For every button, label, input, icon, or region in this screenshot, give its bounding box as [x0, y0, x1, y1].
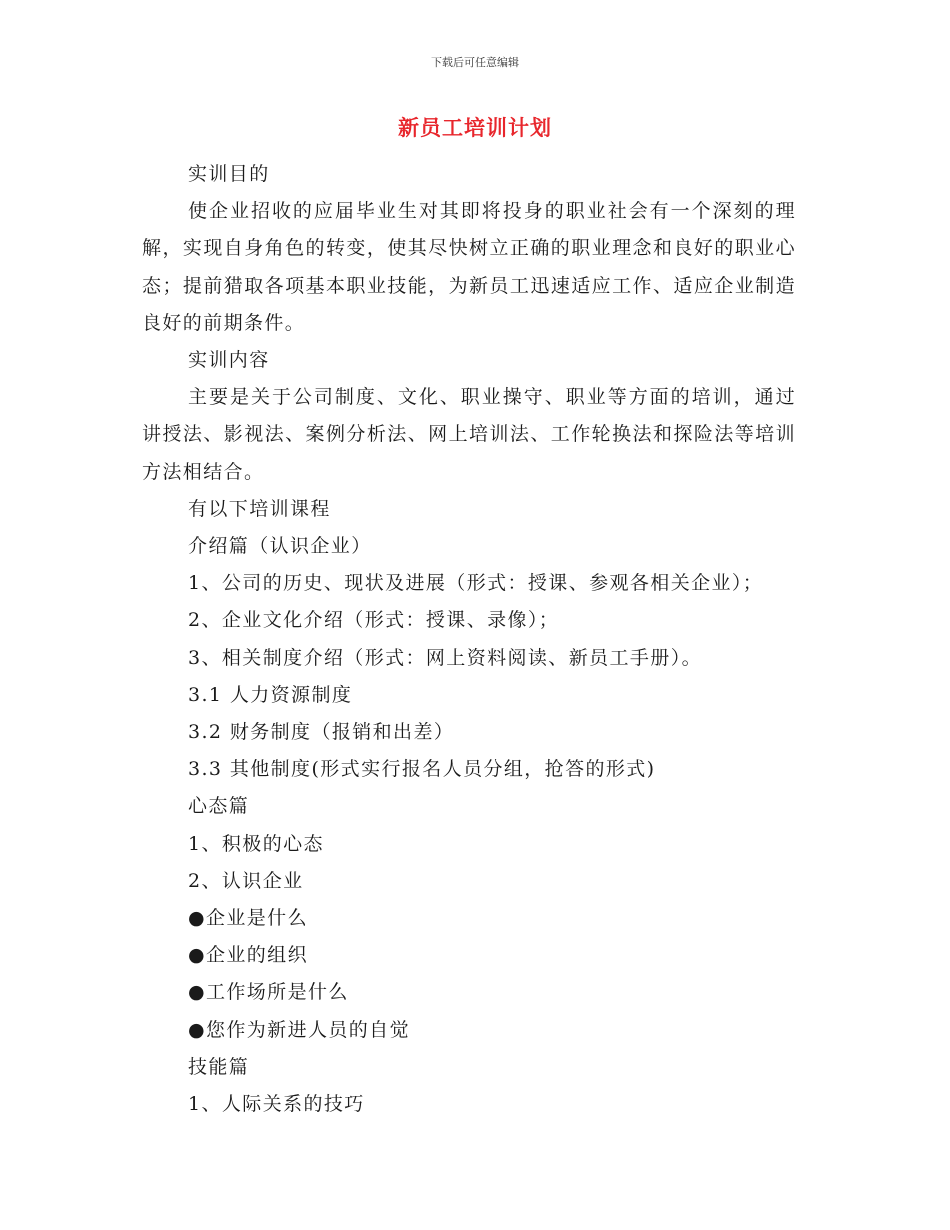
heading-courses: 有以下培训课程	[188, 497, 331, 520]
paragraph-training-content: 主要是关于公司制度、文化、职业操守、职业等方面的培训，通过讲授法、影视法、案例分析法、网上培训法、工作轮换法和探险法等培训方法相结合。	[142, 386, 796, 483]
heading-training-goal: 实训目的	[188, 163, 270, 185]
bullet-item: ●企业是什么	[188, 907, 308, 930]
list-item: 2、认识企业	[188, 869, 304, 892]
document-title: 新员工培训计划	[398, 115, 552, 140]
section-mindset: 心态篇	[188, 795, 250, 818]
list-item: 3.1 人力资源制度	[188, 683, 353, 706]
document-body	[142, 156, 796, 1123]
list-item: 3.3 其他制度(形式实行报名人员分组，抢答的形式)	[188, 758, 656, 781]
list-item: 2、企业文化介绍（形式：授课、录像）；	[188, 609, 560, 632]
section-intro: 介绍篇（认识企业）	[188, 535, 372, 558]
bullet-item: ●您作为新进人员的自觉	[188, 1018, 410, 1041]
paragraph-training-goal: 使企业招收的应届毕业生对其即将投身的职业社会有一个深刻的理解，实现自身角色的转变，使其尽快树立正确的职业理念和良好的职业心态；提前猎取各项基本职业技能，为新员工迅速适应工作、适应企业制造良好的前期条件。	[142, 200, 796, 334]
bullet-item: ●企业的组织	[188, 944, 308, 967]
header-note: 下载后可任意编辑	[431, 56, 519, 69]
list-item: 1、积极的心态	[188, 832, 324, 855]
list-item: 1、人际关系的技巧	[188, 1093, 365, 1116]
list-item: 3.2 财务制度（报销和出差）	[188, 721, 455, 744]
section-skills: 技能篇	[188, 1055, 250, 1078]
bullet-item: ●工作场所是什么	[188, 981, 349, 1004]
list-item: 1、公司的历史、现状及进展（形式：授课、参观各相关企业）；	[188, 572, 764, 595]
list-item: 3、相关制度介绍（形式：网上资料阅读、新员工手册）。	[188, 646, 702, 669]
heading-training-content: 实训内容	[188, 349, 270, 372]
